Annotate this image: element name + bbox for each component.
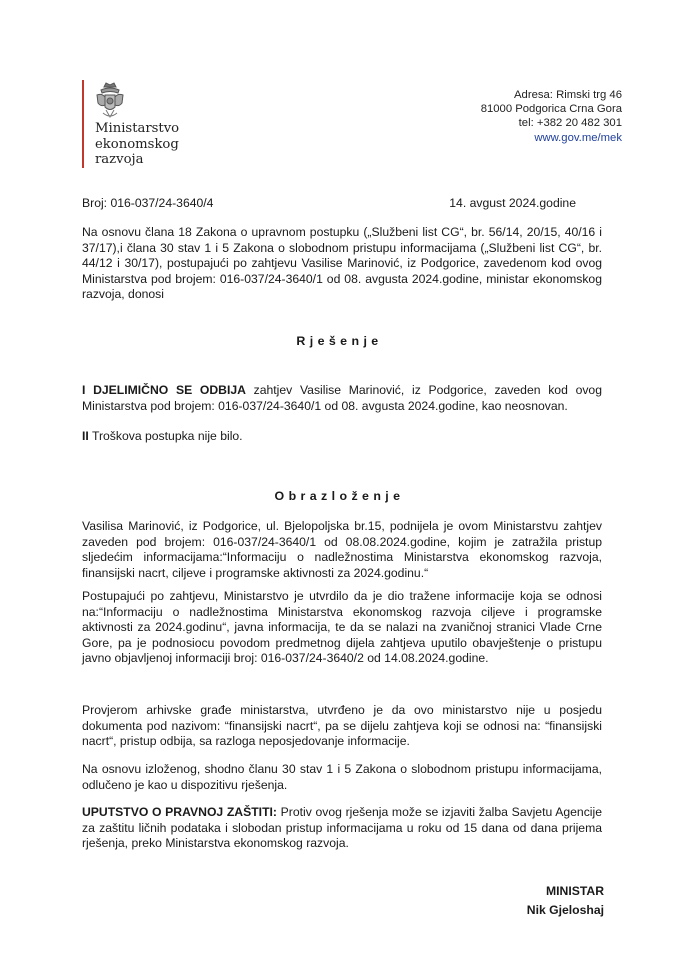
coat-of-arms-icon [93, 81, 127, 121]
decision-point-2 [82, 429, 602, 445]
ministry-name-line3: razvoja [95, 152, 144, 167]
address-street: Adresa: Rimski trg 46 [514, 89, 622, 101]
decision-point-1-label: I DJELIMIČNO SE ODBIJA [82, 383, 246, 397]
legal-remedy-paragraph [82, 805, 602, 852]
signature-title: MINISTAR [546, 884, 604, 898]
decision-point-1 [82, 383, 602, 414]
decision-point-1-text: zahtjev Vasilise Marinović, iz Podgorice, zaveden kod ovog Ministarstva pod brojem: 016-037/24-3640/1 od 08. avgusta 2024.godine, kao neosnovan. [82, 383, 602, 413]
document-number: Broj: 016-037/24-3640/4 [82, 196, 214, 210]
reasoning-paragraph-2: Postupajući po zahtjevu, Ministarstvo je utvrdilo da je dio tražene informacije koja se odnosi na:“Informaciju o nadležnostima Ministarstva ekonomskog razvoja ciljeve i programske aktivnosti za 2024.godinu“, javna informacija, te da se nalazi na zvaničnoj stranici Vlade Crne Gore, pa je podnosiocu povodom predmetnog dijela zahtjeva uputilo obavještenje o pristupu javno objavljenoj informaciji broj: 016-037/24-3640/2 od 14.08.2024.godine. [82, 589, 602, 666]
address-phone: tel: +382 20 482 301 [518, 117, 622, 130]
legal-remedy-label: UPUTSTVO O PRAVNOJ ZAŠTITI: [82, 805, 277, 819]
ministry-name-line2: ekonomskog [95, 136, 179, 152]
intro-paragraph: Na osnovu člana 18 Zakona o upravnom postupku („Službeni list CG“, br. 56/14, 20/15, 40/16 i 37/17),i člana 30 stav 1 i 5 Zakona o slobodnom pristupu informacijama („Službeni list CG“, br. 44/12 i 30/17), postupajući po zahtjevu Vasilise Marinović, iz Podgorice, zavedenom kod ovog Ministarstva pod brojem: 016-037/24-3640/1 od 08. avgusta 2024.godine, ministar ekonomskog razvoja, donosi [82, 225, 602, 302]
decision-heading: Rješenje [296, 334, 383, 348]
ministry-name [95, 121, 235, 168]
contact-address [481, 88, 622, 145]
ministry-name-line1: Ministarstvo [95, 121, 180, 136]
logo-accent-bar [82, 80, 84, 168]
website-link[interactable]: www.gov.me/mek [534, 131, 622, 144]
reasoning-paragraph-4: Na osnovu izloženog, shodno članu 30 stav 1 i 5 Zakona o slobodnom pristupu informacijama, odlučeno je kao u dispozitivu rješenja. [82, 762, 602, 792]
reasoning-paragraph-3: Provjerom arhivske građe ministarstva, utvrđeno je da ovo ministarstvo nije u posjedu dokumenta pod nazivom: “finansijski nacrt“, pa se dijelu zahtjeva koji se odnosi na: “finansijski nacrt“, pristup odbija, sa razloga neposjedovanje informacije. [82, 703, 602, 749]
decision-point-2-text: Troškova postupka nije bilo. [88, 429, 243, 443]
reasoning-heading: Obrazloženje [274, 489, 405, 503]
signature-name: Nik Gjeloshaj [526, 903, 604, 917]
reasoning-paragraph-1: Vasilisa Marinović, iz Podgorice, ul. Bjelopoljska br.15, podnijela je ovom Ministarstvu zahtjev zaveden pod brojem: 016-037/24-3640/1 od 08.08.2024.godine, kojim je zatražila pristup sljedećim informacijama:“Informaciju o nadležnostima Ministarstva ekonomskog razvoja, finansijski nacrt, ciljeve i programske aktivnosti za 2024.godinu.“ [82, 519, 602, 580]
legal-remedy-text: Protiv ovog rješenja može se izjaviti žalba Savjetu Agencije za zaštitu ličnih podataka i slobodan pristup informacijama u roku od 15 dana od dana prijema rješenja, preko Ministarstva ekonomskog razvoja. [82, 805, 602, 851]
address-city: 81000 Podgorica Crna Gora [480, 103, 622, 116]
decision-point-2-label: II [82, 429, 89, 443]
document-date: 14. avgust 2024.godine [449, 196, 576, 210]
